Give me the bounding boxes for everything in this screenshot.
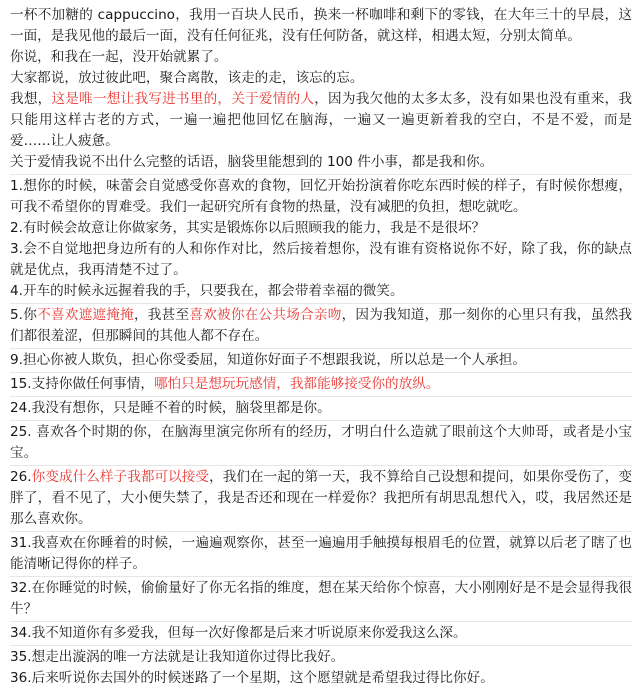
article-paragraph — [10, 533, 632, 577]
article-paragraph — [10, 68, 632, 89]
paragraph-text: 我想， — [10, 91, 52, 107]
paragraph-text: 15.支持你做任何事情， — [10, 376, 154, 392]
paragraph-text: 34.我不知道你有多爱我，但每一次好像都是后来才听说原来你爱我这么深。 — [10, 625, 467, 641]
highlighted-text: 喜欢被你在公共场合亲吻 — [189, 307, 342, 323]
paragraph-text: 4.开车的时候永远握着我的手，只要我在，都会带着幸福的微笑。 — [10, 283, 404, 299]
paragraph-text: 一杯不加糖的 cappuccino，我用一百块人民币，换来一杯咖啡和剩下的零钱，在大年三十的早晨，这一面，是我见他的最后一面，没有任何征兆，没有任何防备，就这样，相遇太短，分别太简单。 — [10, 7, 632, 44]
article-paragraph — [10, 89, 632, 152]
paragraph-text: 5.你 — [10, 307, 38, 323]
paragraph-text: 35.想走出漩涡的唯一方法就是让我知道你过得比我好。 — [10, 649, 345, 665]
article-paragraph — [10, 218, 632, 239]
paragraph-text: 32.在你睡觉的时候，偷偷量好了你无名指的维度，想在某天给你个惊喜，大小刚刚好是不是会显得我很牛？ — [10, 580, 632, 617]
article-paragraph — [10, 398, 632, 421]
article-paragraph — [10, 239, 632, 281]
article-paragraph — [10, 578, 632, 622]
article-paragraph — [10, 305, 632, 349]
paragraph-text: ，因为我知道，那一刻你的心里只有我，虽然我们都很羞涩，但那瞬间的其他人都不存在。 — [10, 307, 633, 344]
paragraph-text: ，因为我欠他的太多太多，没有如果也没有重来，我只能用这样古老的方式，一遍一遍把他回忆在脑海，一遍又一遍更新着我的空白，不是不爱，而是爱……让人疲惫。 — [10, 91, 633, 149]
paragraph-text: 3.会不自觉地把身边所有的人和你作对比，然后接着想你，没有谁有资格说你不好，除了我，你的缺点就是优点，我再清楚不过了。 — [10, 241, 632, 278]
article-paragraph — [10, 467, 632, 532]
article-paragraph — [10, 47, 632, 68]
highlighted-text: 你变成什么样子我都可以接受 — [31, 469, 210, 485]
article-paragraph — [10, 152, 632, 175]
paragraph-text: 大家都说，放过彼此吧，聚合离散，该走的走，该忘的忘。 — [10, 70, 364, 86]
article-paragraph — [10, 623, 632, 646]
paragraph-text: 2.有时候会故意让你做家务，其实是锻炼你以后照顾我的能力，我是不是很坏？ — [10, 220, 486, 236]
paragraph-text: 26. — [10, 469, 32, 485]
paragraph-text: 24.我没有想你，只是睡不着的时候，脑袋里都是你。 — [10, 400, 331, 416]
article-paragraph — [10, 668, 632, 689]
highlighted-text: 这是唯一想让我写进书里的，关于爱情的人 — [51, 91, 315, 107]
paragraph-text: ，我们在一起的第一天，我不算给自己设想和提问，如果你受伤了，变胖了，看不见了，大小便失禁了，我是否还和现在一样爱你？我把所有胡思乱想代入，哎，我居然还是那么喜欢你。 — [10, 469, 633, 527]
paragraph-text: 1.想你的时候，味蕾会自觉感受你喜欢的食物，回忆开始扮演着你吃东西时候的样子，有时候你想瘦，可我不希望你的胃难受。我们一起研究所有食物的热量，没有减肥的负担，想吃就吃。 — [10, 178, 632, 215]
paragraph-text: 关于爱情我说不出什么完整的话语，脑袋里能想到的 100 件小事，都是我和你。 — [10, 154, 494, 170]
article-paragraph — [10, 374, 632, 397]
highlighted-text: 不喜欢遮遮掩掩 — [37, 307, 134, 323]
article-paragraph — [10, 422, 632, 466]
paragraph-text: 你说，和我在一起，没开始就累了。 — [10, 49, 228, 65]
paragraph-text: 25. 喜欢各个时期的你，在脑海里演完你所有的经历，才明白什么造就了眼前这个大帅哥，或者是小宝宝。 — [10, 424, 632, 461]
article-paragraph — [10, 350, 632, 373]
paragraph-text: 9.担心你被人欺负，担心你受委屈，知道你好面子不想跟我说，所以总是一个人承担。 — [10, 352, 526, 368]
article-paragraph — [10, 5, 632, 47]
highlighted-text: 哪怕只是想玩玩感情，我都能够接受你的放纵。 — [153, 376, 440, 392]
paragraph-text: ，我甚至 — [133, 307, 190, 323]
paragraph-text: 31.我喜欢在你睡着的时候，一遍遍观察你，甚至一遍遍用手触摸每根眉毛的位置，就算以后老了瞎了也能清晰记得你的样子。 — [10, 535, 632, 572]
article-paragraph — [10, 647, 632, 668]
article-paragraph — [10, 176, 632, 218]
paragraph-text: 36.后来听说你去国外的时候迷路了一个星期，这个愿望就是希望我过得比你好。 — [10, 670, 494, 686]
article-paragraph — [10, 281, 632, 304]
